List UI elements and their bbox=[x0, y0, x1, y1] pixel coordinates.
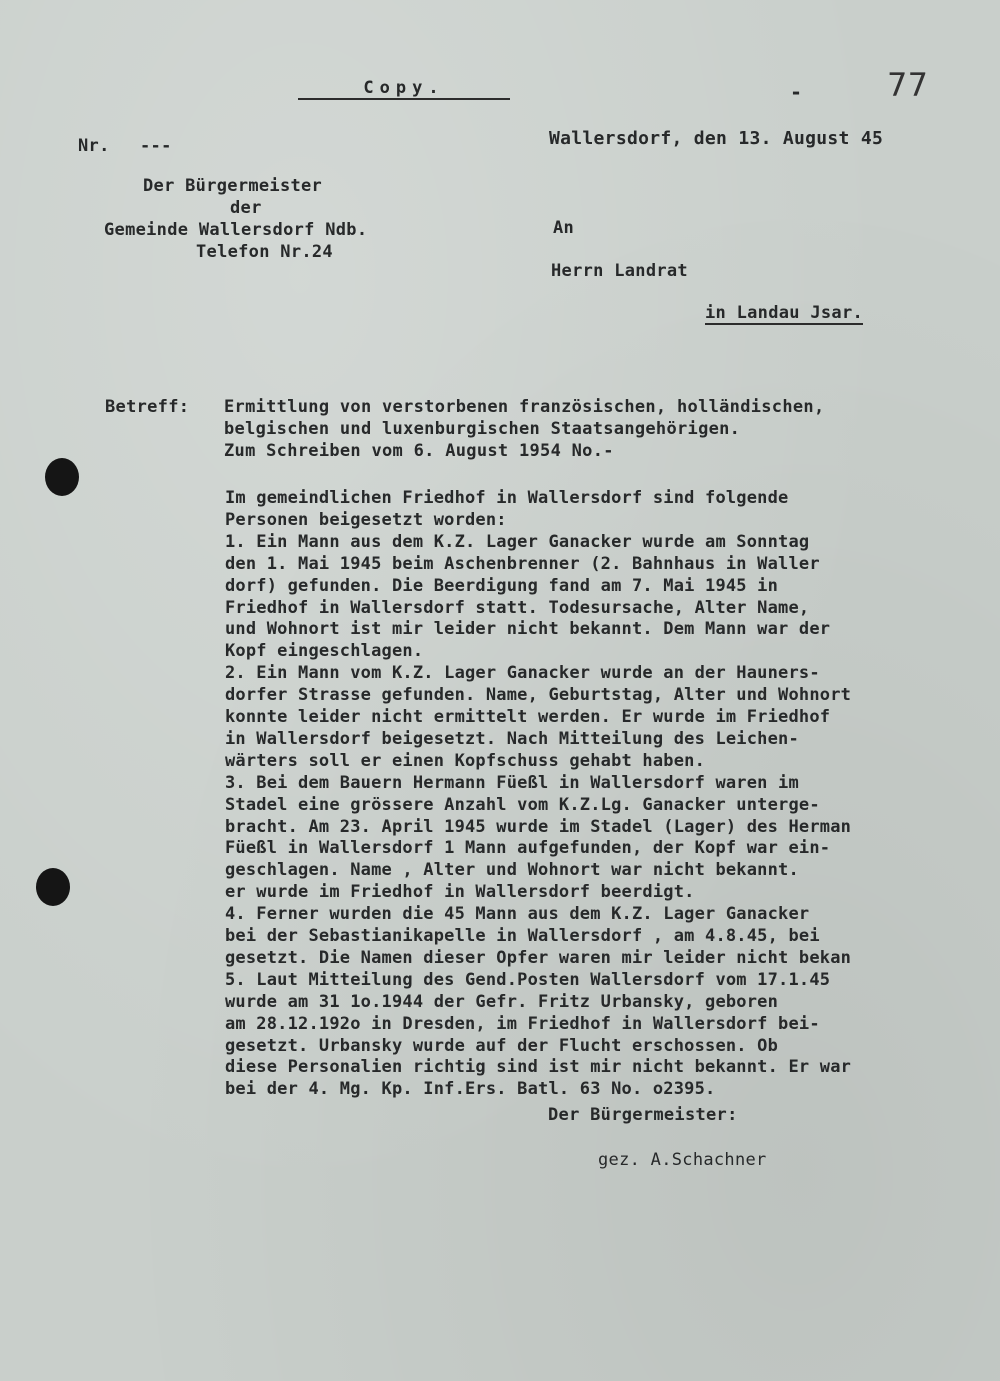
copy-label: Copy. bbox=[298, 78, 510, 100]
subject-line-1: Ermittlung von verstorbenen französischen, holländischen, bbox=[224, 397, 825, 417]
body-line: wärters soll er einen Kopfschuss gehabt haben. bbox=[225, 750, 706, 771]
sender-municipality: Gemeinde Wallersdorf Ndb. bbox=[104, 220, 368, 240]
body-line: diese Personalien richtig sind ist mir nicht bekannt. Er war bbox=[225, 1057, 852, 1078]
body-line: den 1. Mai 1945 beim Aschenbrenner (2. Bahnhaus in Waller bbox=[225, 553, 820, 574]
page-prefix: - bbox=[790, 80, 803, 104]
body-line: gesetzt. Die Namen dieser Opfer waren mir leider nicht bekan bbox=[225, 947, 852, 968]
body-line: Friedhof in Wallersdorf statt. Todesursache, Alter Name, bbox=[225, 597, 810, 618]
nr-value: --- bbox=[140, 136, 172, 156]
signature: gez. A.Schachner bbox=[598, 1150, 767, 1170]
body-line: 2. Ein Mann vom K.Z. Lager Ganacker wurde an der Hauners- bbox=[225, 663, 820, 684]
body-line: wurde am 31 1o.1944 der Gefr. Fritz Urbansky, geboren bbox=[225, 991, 779, 1012]
body-line: 3. Bei dem Bauern Hermann Füeßl in Wallersdorf waren im bbox=[225, 772, 799, 793]
recipient-place: in Landau Jsar. bbox=[705, 303, 864, 323]
sender-phone: Telefon Nr.24 bbox=[196, 242, 333, 262]
body-line: dorfer Strasse gefunden. Name, Geburtstag, Alter und Wohnort bbox=[225, 685, 852, 706]
body-line: geschlagen. Name , Alter und Wohnort war nicht bekannt. bbox=[225, 860, 799, 881]
sender-title: Der Bürgermeister bbox=[143, 176, 323, 196]
body-line: am 28.12.192o in Dresden, im Friedhof in Wallersdorf bei- bbox=[225, 1013, 820, 1034]
subject-label: Betreff: bbox=[105, 397, 190, 417]
closing-title: Der Bürgermeister: bbox=[548, 1105, 738, 1125]
body-line: Kopf eingeschlagen. bbox=[225, 641, 424, 662]
body-line: und Wohnort ist mir leider nicht bekannt. Dem Mann war der bbox=[225, 619, 831, 640]
body-line: in Wallersdorf beigesetzt. Nach Mitteilung des Leichen- bbox=[225, 728, 799, 749]
body-line: bei der Sebastianikapelle in Wallersdorf , am 4.8.45, bei bbox=[225, 926, 820, 946]
place-date: Wallersdorf, den 13. August 45 bbox=[549, 128, 884, 149]
body-line: 4. Ferner wurden die 45 Mann aus dem K.Z. Lager Ganacker bbox=[225, 904, 810, 925]
recipient-an: An bbox=[553, 218, 575, 238]
body-line: gesetzt. Urbansky wurde auf der Flucht erschossen. Ob bbox=[225, 1035, 779, 1056]
page-number-mark: 77 bbox=[887, 66, 929, 104]
body-line: 5. Laut Mitteilung des Gend.Posten Wallersdorf vom 17.1.45 bbox=[225, 969, 831, 990]
body-line: Füeßl in Wallersdorf 1 Mann aufgefunden, der Kopf war ein- bbox=[225, 838, 831, 859]
sender-der: der bbox=[230, 198, 262, 218]
body-line: bei der 4. Mg. Kp. Inf.Ers. Batl. 63 No. o2395. bbox=[225, 1079, 716, 1100]
body-line: bracht. Am 23. April 1945 wurde im Stadel (Lager) des Herman bbox=[225, 816, 852, 837]
body-line: konnte leider nicht ermittelt werden. Er wurde im Friedhof bbox=[225, 707, 831, 727]
subject-line-3: Zum Schreiben vom 6. August 1954 No.- bbox=[224, 441, 614, 461]
recipient-name: Herrn Landrat bbox=[551, 261, 688, 281]
nr-label: Nr. bbox=[78, 136, 110, 156]
punch-hole-top bbox=[45, 458, 79, 496]
body-line: Stadel eine grössere Anzahl vom K.Z.Lg. Ganacker unterge- bbox=[225, 794, 820, 815]
body-line: Personen beigesetzt worden: bbox=[225, 509, 507, 530]
punch-hole-bottom bbox=[36, 868, 70, 906]
body-line: 1. Ein Mann aus dem K.Z. Lager Ganacker wurde am Sonntag bbox=[225, 531, 810, 552]
body-line: dorf) gefunden. Die Beerdigung fand am 7. Mai 1945 in bbox=[225, 575, 779, 596]
body-line: Im gemeindlichen Friedhof in Wallersdorf sind folgende bbox=[225, 488, 789, 508]
body-line: er wurde im Friedhof in Wallersdorf beerdigt. bbox=[225, 882, 695, 903]
subject-line-2: belgischen und luxenburgischen Staatsangehörigen. bbox=[224, 419, 741, 439]
